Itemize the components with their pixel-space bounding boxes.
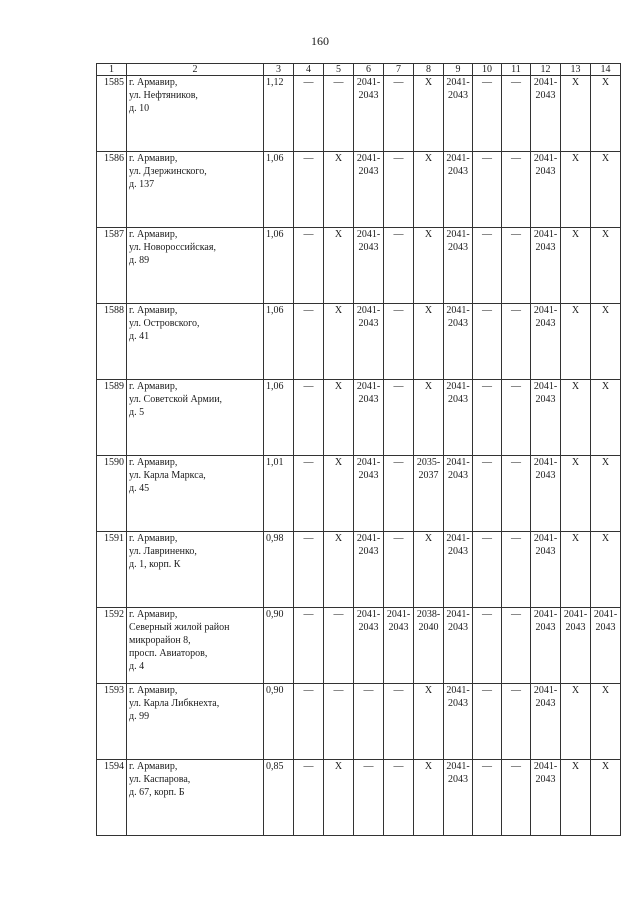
cell-line: 2041- (533, 77, 558, 88)
col8-cell (414, 152, 444, 228)
col4-cell: — (294, 684, 324, 760)
col9-cell (444, 608, 473, 684)
cell-line: 2043 (358, 394, 379, 405)
col8-cell (414, 532, 444, 608)
cell-line: 2041- (446, 685, 470, 696)
row-number: 1594 (97, 760, 127, 836)
cell-line: д. 137 (129, 179, 155, 190)
cell-line: X (601, 685, 610, 696)
cell-line: 2043 (448, 394, 468, 405)
col14-cell (591, 304, 621, 380)
cell-line: — (363, 761, 374, 772)
col5-cell: X (324, 532, 354, 608)
col10-cell: — (473, 608, 502, 684)
col12-cell (531, 456, 561, 532)
cell-line: 2043 (448, 470, 468, 481)
col9-cell (444, 228, 473, 304)
cell-line: 2043 (535, 774, 556, 785)
row-number: 1593 (97, 684, 127, 760)
col4-cell: — (294, 760, 324, 836)
col11-cell: — (502, 380, 531, 456)
col7-cell: — (384, 152, 414, 228)
row-number: 1591 (97, 532, 127, 608)
cell-line: 2035- (416, 457, 441, 468)
cell-line: X (601, 381, 610, 392)
header-row (97, 64, 621, 76)
col8-cell (414, 76, 444, 152)
address-cell (127, 684, 264, 760)
col7-cell: — (384, 228, 414, 304)
col4-cell: — (294, 76, 324, 152)
col7-cell: — (384, 456, 414, 532)
table-row (97, 304, 621, 380)
col4-cell: — (294, 456, 324, 532)
cell-line: 2043 (358, 470, 379, 481)
column-header-12: 12 (531, 64, 561, 76)
col9-cell (444, 152, 473, 228)
cell-line: 2041- (446, 229, 470, 240)
col11-cell: — (502, 456, 531, 532)
address-cell (127, 152, 264, 228)
col5-cell: X (324, 456, 354, 532)
cell-line: г. Армавир, (129, 153, 178, 164)
table-row (97, 532, 621, 608)
cell-line: микрорайон 8, (129, 635, 191, 646)
col6-cell (354, 760, 384, 836)
col4-cell: — (294, 304, 324, 380)
cell-line: 2041- (446, 381, 470, 392)
col12-cell (531, 608, 561, 684)
cell-line: 2041- (533, 457, 558, 468)
col12-cell (531, 76, 561, 152)
column-header-14: 14 (591, 64, 621, 76)
cell-line: X (601, 153, 610, 164)
col4-cell: — (294, 380, 324, 456)
cell-line: г. Армавир, (129, 229, 178, 240)
table-row (97, 228, 621, 304)
cell-line: X (424, 77, 433, 88)
col5-cell: — (324, 76, 354, 152)
cell-line: 2043 (595, 622, 616, 633)
cell-line: 2043 (535, 90, 556, 101)
col14-cell (591, 608, 621, 684)
cell-line: 2037 (418, 470, 439, 481)
cell-line: X (571, 761, 580, 772)
cell-line: д. 1, корп. К (129, 559, 181, 570)
cell-line: 2041- (356, 153, 381, 164)
col13-cell (561, 532, 591, 608)
cell-line: ул. Нефтяников, (129, 90, 198, 101)
area-cell: 1,06 (264, 380, 294, 456)
address-cell (127, 608, 264, 684)
column-header-9: 9 (444, 64, 473, 76)
cell-line: ул. Карла Маркса, (129, 470, 206, 481)
column-header-11: 11 (502, 64, 531, 76)
cell-line: г. Армавир, (129, 305, 178, 316)
col6-cell (354, 684, 384, 760)
col14-cell (591, 456, 621, 532)
col5-cell: X (324, 380, 354, 456)
col9-cell (444, 76, 473, 152)
cell-line: 2041- (356, 305, 381, 316)
cell-line: 2043 (358, 166, 379, 177)
cell-line: 2043 (448, 698, 468, 709)
col12-cell (531, 532, 561, 608)
cell-line: X (601, 305, 610, 316)
table-row (97, 760, 621, 836)
cell-line: Северный жилой район (129, 622, 230, 633)
column-header-3: 3 (264, 64, 294, 76)
col12-cell (531, 228, 561, 304)
cell-line: 2043 (448, 242, 468, 253)
cell-line: X (424, 153, 433, 164)
row-number: 1587 (97, 228, 127, 304)
col8-cell (414, 304, 444, 380)
cell-line: 2041- (533, 305, 558, 316)
cell-line: 2041- (533, 533, 558, 544)
table-row (97, 684, 621, 760)
address-cell (127, 532, 264, 608)
cell-line: д. 5 (129, 407, 145, 418)
cell-line: X (424, 305, 433, 316)
cell-line: 2043 (358, 546, 379, 557)
page-number: 160 (311, 34, 329, 48)
address-cell (127, 304, 264, 380)
col12-cell (531, 152, 561, 228)
cell-line: X (424, 761, 433, 772)
col5-cell: — (324, 608, 354, 684)
col7-cell: — (384, 760, 414, 836)
col7-cell: — (384, 304, 414, 380)
cell-line: ул. Каспарова, (129, 774, 191, 785)
area-cell: 1,12 (264, 76, 294, 152)
cell-line: X (601, 761, 610, 772)
cell-line: X (571, 77, 580, 88)
table-row (97, 456, 621, 532)
cell-line: 2043 (388, 622, 409, 633)
address-cell (127, 380, 264, 456)
cell-line: г. Армавир, (129, 77, 178, 88)
col12-cell (531, 380, 561, 456)
col14-cell (591, 684, 621, 760)
col14-cell (591, 228, 621, 304)
column-header-2: 2 (127, 64, 264, 76)
col12-cell (531, 760, 561, 836)
table-row (97, 152, 621, 228)
cell-line: д. 67, корп. Б (129, 787, 185, 798)
cell-line: ул. Советской Армии, (129, 394, 223, 405)
col5-cell: X (324, 760, 354, 836)
cell-line: 2041- (446, 533, 470, 544)
cell-line: г. Армавир, (129, 609, 178, 620)
area-cell: 1,06 (264, 228, 294, 304)
cell-line: X (424, 685, 433, 696)
table-row (97, 76, 621, 152)
address-cell (127, 76, 264, 152)
col7-cell: — (384, 532, 414, 608)
address-cell (127, 456, 264, 532)
cell-line: ул. Островского, (129, 318, 200, 329)
area-cell: 1,06 (264, 152, 294, 228)
col4-cell: — (294, 532, 324, 608)
cell-line: 2041- (446, 761, 470, 772)
cell-line: X (571, 381, 580, 392)
col10-cell: — (473, 76, 502, 152)
cell-line: 2041- (533, 761, 558, 772)
cell-line: д. 45 (129, 483, 150, 494)
cell-line: г. Армавир, (129, 457, 178, 468)
col11-cell: — (502, 760, 531, 836)
cell-line: X (601, 229, 610, 240)
cell-line: 2043 (535, 470, 556, 481)
col11-cell: — (502, 532, 531, 608)
col8-cell (414, 456, 444, 532)
col9-cell (444, 380, 473, 456)
col5-cell: X (324, 152, 354, 228)
cell-line: ул. Новороссийская, (129, 242, 216, 253)
row-number: 1588 (97, 304, 127, 380)
col13-cell (561, 608, 591, 684)
cell-line: просп. Авиаторов, (129, 648, 208, 659)
column-header-10: 10 (473, 64, 502, 76)
cell-line: 2041- (386, 609, 411, 620)
cell-line: г. Армавир, (129, 685, 178, 696)
column-header-5: 5 (324, 64, 354, 76)
cell-line: 2041- (446, 153, 470, 164)
col6-cell (354, 608, 384, 684)
col4-cell: — (294, 228, 324, 304)
col13-cell (561, 152, 591, 228)
col10-cell: — (473, 152, 502, 228)
cell-line: д. 99 (129, 711, 150, 722)
col6-cell (354, 304, 384, 380)
col6-cell (354, 532, 384, 608)
col9-cell (444, 684, 473, 760)
col11-cell: — (502, 304, 531, 380)
col6-cell (354, 76, 384, 152)
address-cell (127, 228, 264, 304)
col12-cell (531, 304, 561, 380)
cell-line: д. 4 (129, 661, 145, 672)
col10-cell: — (473, 532, 502, 608)
row-number: 1585 (97, 76, 127, 152)
cell-line: X (571, 153, 580, 164)
column-header-4: 4 (294, 64, 324, 76)
cell-line: 2043 (448, 318, 468, 329)
col13-cell (561, 684, 591, 760)
cell-line: ул. Лавриненко, (129, 546, 197, 557)
cell-line: X (601, 457, 610, 468)
cell-line: X (424, 381, 433, 392)
cell-line: 2043 (535, 546, 556, 557)
cell-line: 2043 (535, 318, 556, 329)
cell-line: — (363, 685, 374, 696)
col6-cell (354, 456, 384, 532)
col12-cell (531, 684, 561, 760)
col8-cell (414, 380, 444, 456)
area-cell: 0,90 (264, 608, 294, 684)
col14-cell (591, 760, 621, 836)
cell-line: 2038- (416, 609, 441, 620)
cell-line: X (424, 229, 433, 240)
area-cell: 0,90 (264, 684, 294, 760)
cell-line: 2043 (448, 622, 468, 633)
cell-line: 2043 (358, 242, 379, 253)
col13-cell (561, 76, 591, 152)
cell-line: 2043 (535, 242, 556, 253)
col6-cell (354, 228, 384, 304)
col13-cell (561, 456, 591, 532)
area-cell: 1,01 (264, 456, 294, 532)
col11-cell: — (502, 684, 531, 760)
col11-cell: — (502, 152, 531, 228)
column-header-1: 1 (97, 64, 127, 76)
cell-line: 2041- (533, 685, 558, 696)
cell-line: г. Армавир, (129, 533, 178, 544)
cell-line: 2041- (533, 609, 558, 620)
col4-cell: — (294, 608, 324, 684)
col14-cell (591, 380, 621, 456)
cell-line: 2043 (448, 546, 468, 557)
col5-cell: — (324, 684, 354, 760)
cell-line: д. 89 (129, 255, 150, 266)
col5-cell: X (324, 228, 354, 304)
cell-line: 2043 (448, 90, 468, 101)
row-number: 1586 (97, 152, 127, 228)
cell-line: 2043 (448, 774, 468, 785)
cell-line: X (571, 533, 580, 544)
cell-line: 2041- (446, 77, 470, 88)
cell-line: 2041- (446, 609, 470, 620)
area-cell: 1,06 (264, 304, 294, 380)
cell-line: 2040 (418, 622, 439, 633)
cell-line: 2043 (535, 166, 556, 177)
col9-cell (444, 760, 473, 836)
table-row (97, 608, 621, 684)
col10-cell: — (473, 760, 502, 836)
area-cell: 0,85 (264, 760, 294, 836)
col7-cell: — (384, 380, 414, 456)
housing-schedule-table (96, 63, 621, 836)
cell-line: 2043 (535, 698, 556, 709)
col7-cell: — (384, 76, 414, 152)
cell-line: 2041- (356, 77, 381, 88)
cell-line: 2041- (446, 305, 470, 316)
row-number: 1590 (97, 456, 127, 532)
cell-line: 2043 (358, 90, 379, 101)
col9-cell (444, 456, 473, 532)
col6-cell (354, 152, 384, 228)
col10-cell: — (473, 684, 502, 760)
col14-cell (591, 532, 621, 608)
column-header-13: 13 (561, 64, 591, 76)
address-cell (127, 760, 264, 836)
column-header-6: 6 (354, 64, 384, 76)
col9-cell (444, 304, 473, 380)
col13-cell (561, 228, 591, 304)
cell-line: X (601, 77, 610, 88)
cell-line: 2043 (565, 622, 586, 633)
col4-cell: — (294, 152, 324, 228)
cell-line: 2041- (533, 381, 558, 392)
cell-line: ул. Дзержинского, (129, 166, 207, 177)
col8-cell (414, 228, 444, 304)
cell-line: 2041- (356, 381, 381, 392)
col11-cell: — (502, 228, 531, 304)
cell-line: 2043 (358, 622, 379, 633)
col7-cell (384, 608, 414, 684)
cell-line: X (571, 229, 580, 240)
cell-line: X (571, 685, 580, 696)
cell-line: X (571, 305, 580, 316)
table-row (97, 380, 621, 456)
cell-line: 2041- (356, 533, 381, 544)
col10-cell: — (473, 380, 502, 456)
cell-line: 2043 (358, 318, 379, 329)
cell-line: 2041- (533, 153, 558, 164)
cell-line: 2041- (533, 229, 558, 240)
col9-cell (444, 532, 473, 608)
cell-line: г. Армавир, (129, 381, 178, 392)
col13-cell (561, 760, 591, 836)
table-body (97, 76, 621, 836)
row-number: 1589 (97, 380, 127, 456)
col8-cell (414, 760, 444, 836)
col5-cell: X (324, 304, 354, 380)
col10-cell: — (473, 456, 502, 532)
cell-line: 2041- (356, 457, 381, 468)
col8-cell (414, 608, 444, 684)
col14-cell (591, 152, 621, 228)
cell-line: 2041- (563, 609, 588, 620)
cell-line: 2043 (535, 622, 556, 633)
cell-line: 2041- (446, 457, 470, 468)
col14-cell (591, 76, 621, 152)
area-cell: 0,98 (264, 532, 294, 608)
cell-line: 2041- (356, 229, 381, 240)
col13-cell (561, 380, 591, 456)
col10-cell: — (473, 228, 502, 304)
col11-cell: — (502, 76, 531, 152)
cell-line: ул. Карла Либкнехта, (129, 698, 220, 709)
row-number: 1592 (97, 608, 127, 684)
cell-line: д. 10 (129, 103, 150, 114)
column-header-7: 7 (384, 64, 414, 76)
cell-line: 2043 (535, 394, 556, 405)
cell-line: 2043 (448, 166, 468, 177)
col11-cell: — (502, 608, 531, 684)
cell-line: X (424, 533, 433, 544)
cell-line: г. Армавир, (129, 761, 178, 772)
col7-cell: — (384, 684, 414, 760)
cell-line: X (601, 533, 610, 544)
cell-line: 2041- (593, 609, 618, 620)
col10-cell: — (473, 304, 502, 380)
col6-cell (354, 380, 384, 456)
cell-line: д. 41 (129, 331, 150, 342)
cell-line: X (571, 457, 580, 468)
col8-cell (414, 684, 444, 760)
cell-line: 2041- (356, 609, 381, 620)
column-header-8: 8 (414, 64, 444, 76)
col13-cell (561, 304, 591, 380)
